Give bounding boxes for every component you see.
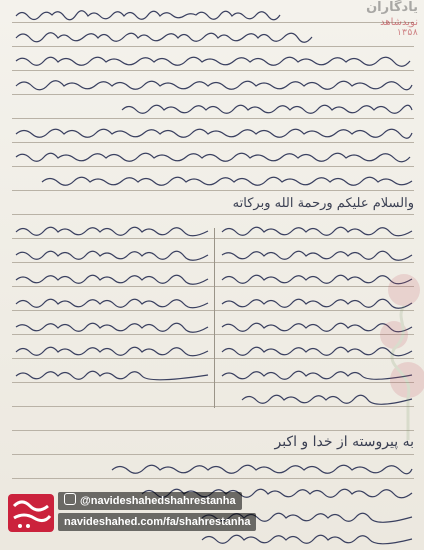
website-link[interactable]: navideshahed.com/fa/shahrestanha xyxy=(58,513,256,531)
ruled-line xyxy=(12,382,414,383)
handwriting-line xyxy=(110,460,414,476)
ruled-line xyxy=(12,406,414,407)
closing-heading: به پیروسته از خدا و اکبر xyxy=(274,434,414,450)
watermark xyxy=(298,0,418,48)
ruled-line xyxy=(12,118,414,119)
ruled-line xyxy=(12,454,414,455)
navideshahed-logo-icon xyxy=(4,486,58,540)
ruled-line xyxy=(12,190,414,191)
handwriting-line xyxy=(14,52,414,68)
instagram-handle[interactable] xyxy=(58,492,242,510)
handwriting-line xyxy=(14,246,210,262)
handwriting-line xyxy=(14,6,284,22)
instagram-icon xyxy=(64,493,76,505)
watermark-title: یادگاران xyxy=(366,0,418,15)
ruled-line xyxy=(12,262,414,263)
ruled-line xyxy=(12,142,414,143)
ruled-line xyxy=(12,478,414,479)
ruled-line xyxy=(12,358,414,359)
ruled-line xyxy=(12,166,414,167)
ruled-line xyxy=(12,310,414,311)
handwriting-line xyxy=(14,366,210,382)
handwriting-line xyxy=(14,148,414,164)
ruled-line xyxy=(12,286,414,287)
ruled-line xyxy=(12,94,414,95)
branding-overlay xyxy=(0,480,424,550)
floral-decoration xyxy=(364,260,424,440)
handwriting-line xyxy=(14,342,210,358)
ruled-line xyxy=(12,214,414,215)
ruled-line xyxy=(12,70,414,71)
ruled-line xyxy=(12,430,414,431)
handwriting-line xyxy=(40,172,414,188)
handwriting-line xyxy=(14,76,414,92)
ruled-line xyxy=(12,334,414,335)
instagram-handle-text: @navideshahedshahrestanha xyxy=(80,495,236,507)
watermark-code: ۱۳۵۸ xyxy=(396,28,418,38)
handwriting-line xyxy=(14,124,414,140)
salutation-text: والسلام علیکم ورحمة الله وبرکاته xyxy=(232,196,414,211)
handwriting-line xyxy=(14,294,210,310)
ruled-line xyxy=(12,238,414,239)
handwriting-line xyxy=(14,28,314,44)
column-divider xyxy=(214,228,215,408)
handwriting-line xyxy=(14,270,210,286)
handwriting-line xyxy=(120,100,414,116)
handwriting-line xyxy=(14,318,210,334)
watermark-subtitle: نویدشاهد xyxy=(380,17,418,28)
handwriting-line xyxy=(14,222,210,238)
handwriting-line xyxy=(220,222,414,238)
